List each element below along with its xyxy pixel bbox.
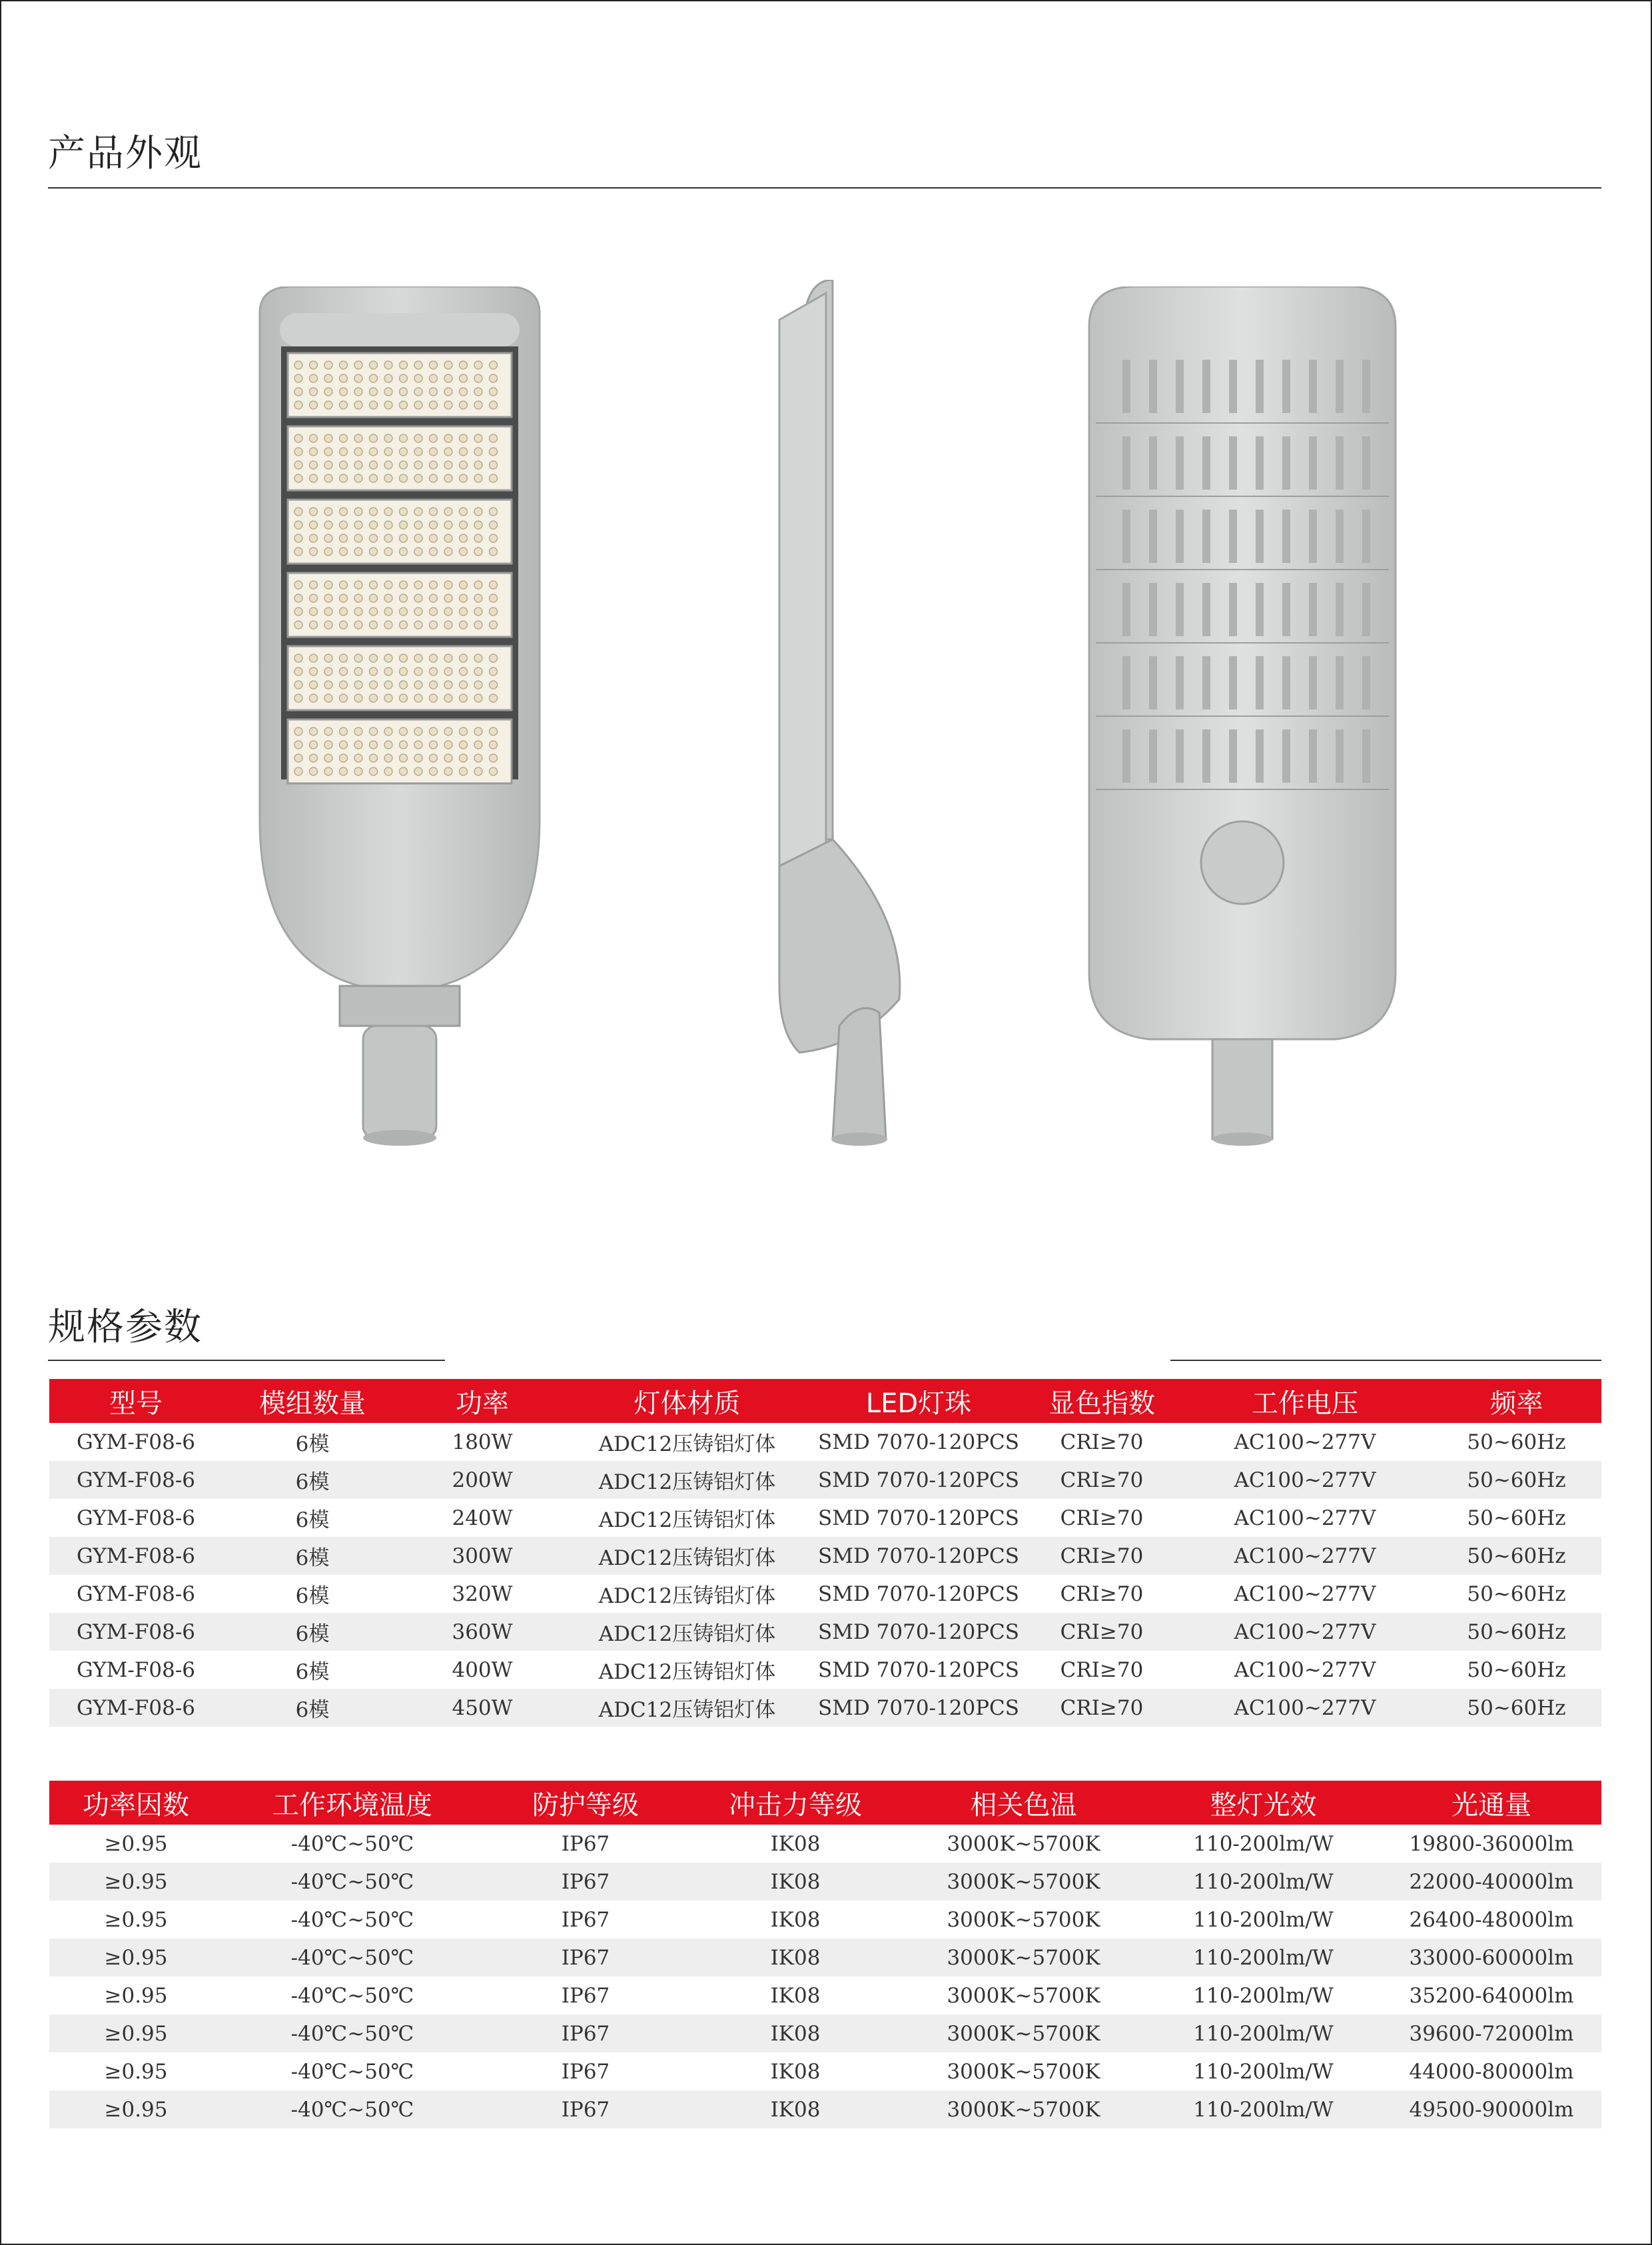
column-header: 灯体材质 xyxy=(562,1379,812,1423)
street-light-side-view xyxy=(759,280,933,1152)
table-cell: 50~60Hz xyxy=(1432,1575,1601,1613)
table-cell: SMD 7070-120PCS xyxy=(812,1461,1025,1499)
table-cell: 300W xyxy=(402,1537,562,1575)
table-row xyxy=(49,1977,1601,2015)
section-title-spec: 规格参数 xyxy=(48,1306,203,1349)
column-header: 工作环境温度 xyxy=(222,1781,482,1825)
table-cell: -40℃~50℃ xyxy=(222,1863,482,1901)
table-row xyxy=(49,2052,1601,2090)
table-header-row xyxy=(49,1379,1601,1423)
table-cell: GYM-F08-6 xyxy=(49,1613,222,1651)
table-cell: GYM-F08-6 xyxy=(49,1575,222,1613)
table-row xyxy=(49,1901,1601,1939)
table-cell: 6模 xyxy=(222,1423,402,1461)
table-cell: 3000K~5700K xyxy=(902,2052,1145,2090)
table-cell: -40℃~50℃ xyxy=(222,1939,482,1977)
table-row xyxy=(49,1651,1601,1689)
table-cell: GYM-F08-6 xyxy=(49,1651,222,1689)
table-row xyxy=(49,1863,1601,1901)
table-cell: ADC12压铸铝灯体 xyxy=(562,1613,812,1651)
table-cell: 50~60Hz xyxy=(1432,1651,1601,1689)
table-cell: 44000-80000lm xyxy=(1382,2052,1601,2090)
section-divider-spec-right xyxy=(1170,1360,1601,1361)
column-header: 显色指数 xyxy=(1025,1379,1178,1423)
column-header: 相关色温 xyxy=(902,1781,1145,1825)
table-cell: 39600-72000lm xyxy=(1382,2015,1601,2052)
section-title-appearance: 产品外观 xyxy=(48,132,203,175)
table-cell: 110-200lm/W xyxy=(1145,2090,1382,2128)
table-cell: 110-200lm/W xyxy=(1145,1939,1382,1977)
table-row xyxy=(49,1499,1601,1537)
table-cell: IP67 xyxy=(482,1901,689,1939)
table-row xyxy=(49,1461,1601,1499)
table-cell: CRI≥70 xyxy=(1025,1651,1178,1689)
table-cell: ADC12压铸铝灯体 xyxy=(562,1651,812,1689)
table-cell: ≥0.95 xyxy=(49,1977,222,2015)
table-cell: 6模 xyxy=(222,1461,402,1499)
table-cell: AC100~277V xyxy=(1178,1499,1432,1537)
spec-table-1 xyxy=(49,1379,1601,1727)
table-cell: AC100~277V xyxy=(1178,1461,1432,1499)
table-cell: ≥0.95 xyxy=(49,2052,222,2090)
column-header: 整灯光效 xyxy=(1145,1781,1382,1825)
table-cell: IP67 xyxy=(482,1977,689,2015)
table-cell: 400W xyxy=(402,1651,562,1689)
table-cell: IP67 xyxy=(482,1863,689,1901)
table-cell: CRI≥70 xyxy=(1025,1461,1178,1499)
column-header: 光通量 xyxy=(1382,1781,1601,1825)
table-cell: ≥0.95 xyxy=(49,1825,222,1863)
table-header-row xyxy=(49,1781,1601,1825)
table-cell: AC100~277V xyxy=(1178,1575,1432,1613)
table-cell: IP67 xyxy=(482,1939,689,1977)
table-cell: ADC12压铸铝灯体 xyxy=(562,1461,812,1499)
table-cell: 33000-60000lm xyxy=(1382,1939,1601,1977)
table-cell: ≥0.95 xyxy=(49,1901,222,1939)
column-header: 冲击力等级 xyxy=(689,1781,902,1825)
column-header: 型号 xyxy=(49,1379,222,1423)
table-row xyxy=(49,2090,1601,2128)
table-row xyxy=(49,1537,1601,1575)
spec-table-2 xyxy=(49,1781,1601,2128)
table-cell: 50~60Hz xyxy=(1432,1461,1601,1499)
table-cell: AC100~277V xyxy=(1178,1689,1432,1727)
column-header: 功率因数 xyxy=(49,1781,222,1825)
table-cell: 22000-40000lm xyxy=(1382,1863,1601,1901)
column-header: 功率 xyxy=(402,1379,562,1423)
table-cell: ≥0.95 xyxy=(49,1939,222,1977)
table-cell: 450W xyxy=(402,1689,562,1727)
table-cell: -40℃~50℃ xyxy=(222,1901,482,1939)
table-cell: CRI≥70 xyxy=(1025,1613,1178,1651)
table-cell: 320W xyxy=(402,1575,562,1613)
table-cell: 50~60Hz xyxy=(1432,1613,1601,1651)
table-cell: ≥0.95 xyxy=(49,2015,222,2052)
table-cell: GYM-F08-6 xyxy=(49,1689,222,1727)
table-row xyxy=(49,2015,1601,2052)
column-header: 防护等级 xyxy=(482,1781,689,1825)
table-row xyxy=(49,1825,1601,1863)
table-cell: GYM-F08-6 xyxy=(49,1423,222,1461)
table-cell: IK08 xyxy=(689,1901,902,1939)
table-cell: SMD 7070-120PCS xyxy=(812,1537,1025,1575)
table-cell: 3000K~5700K xyxy=(902,1939,1145,1977)
column-header: 频率 xyxy=(1432,1379,1601,1423)
table-cell: IK08 xyxy=(689,1825,902,1863)
table-cell: 3000K~5700K xyxy=(902,1863,1145,1901)
table-cell: ADC12压铸铝灯体 xyxy=(562,1575,812,1613)
street-light-front-view xyxy=(240,286,560,1152)
table-cell: 110-200lm/W xyxy=(1145,1977,1382,2015)
table-cell: ADC12压铸铝灯体 xyxy=(562,1689,812,1727)
table-cell: ADC12压铸铝灯体 xyxy=(562,1537,812,1575)
table-cell: GYM-F08-6 xyxy=(49,1499,222,1537)
table-cell: AC100~277V xyxy=(1178,1613,1432,1651)
table-cell: 6模 xyxy=(222,1499,402,1537)
table-cell: 50~60Hz xyxy=(1432,1689,1601,1727)
table-cell: ≥0.95 xyxy=(49,2090,222,2128)
table-cell: SMD 7070-120PCS xyxy=(812,1651,1025,1689)
table-cell: 110-200lm/W xyxy=(1145,1901,1382,1939)
table-cell: IK08 xyxy=(689,2052,902,2090)
table-cell: ADC12压铸铝灯体 xyxy=(562,1499,812,1537)
table-cell: CRI≥70 xyxy=(1025,1423,1178,1461)
table-cell: 110-200lm/W xyxy=(1145,2015,1382,2052)
table-cell: 6模 xyxy=(222,1613,402,1651)
table-cell: -40℃~50℃ xyxy=(222,2052,482,2090)
table-cell: -40℃~50℃ xyxy=(222,2015,482,2052)
table-cell: SMD 7070-120PCS xyxy=(812,1613,1025,1651)
table-cell: 6模 xyxy=(222,1537,402,1575)
table-cell: 3000K~5700K xyxy=(902,1977,1145,2015)
table-cell: CRI≥70 xyxy=(1025,1499,1178,1537)
table-cell: 50~60Hz xyxy=(1432,1537,1601,1575)
table-cell: IK08 xyxy=(689,2015,902,2052)
table-cell: IP67 xyxy=(482,2090,689,2128)
table-cell: 26400-48000lm xyxy=(1382,1901,1601,1939)
table-cell: AC100~277V xyxy=(1178,1423,1432,1461)
table-row xyxy=(49,1939,1601,1977)
table-cell: 180W xyxy=(402,1423,562,1461)
table-cell: -40℃~50℃ xyxy=(222,1977,482,2015)
section-divider-spec-left xyxy=(48,1360,445,1361)
table-cell: 3000K~5700K xyxy=(902,1901,1145,1939)
table-cell: IP67 xyxy=(482,1825,689,1863)
table-cell: 110-200lm/W xyxy=(1145,1825,1382,1863)
table-row xyxy=(49,1689,1601,1727)
table-row xyxy=(49,1423,1601,1461)
table-cell: GYM-F08-6 xyxy=(49,1537,222,1575)
table-cell: ADC12压铸铝灯体 xyxy=(562,1423,812,1461)
table-cell: IK08 xyxy=(689,1977,902,2015)
column-header: 模组数量 xyxy=(222,1379,402,1423)
table-cell: 110-200lm/W xyxy=(1145,2052,1382,2090)
table-cell: 6模 xyxy=(222,1651,402,1689)
table-cell: SMD 7070-120PCS xyxy=(812,1575,1025,1613)
table-cell: SMD 7070-120PCS xyxy=(812,1423,1025,1461)
table-cell: ≥0.95 xyxy=(49,1863,222,1901)
table-cell: IP67 xyxy=(482,2052,689,2090)
table-cell: 6模 xyxy=(222,1575,402,1613)
table-cell: CRI≥70 xyxy=(1025,1575,1178,1613)
table-cell: 3000K~5700K xyxy=(902,2015,1145,2052)
table-cell: 200W xyxy=(402,1461,562,1499)
table-cell: SMD 7070-120PCS xyxy=(812,1499,1025,1537)
table-cell: -40℃~50℃ xyxy=(222,2090,482,2128)
table-cell: 3000K~5700K xyxy=(902,2090,1145,2128)
table-cell: IK08 xyxy=(689,1863,902,1901)
table-cell: IK08 xyxy=(689,2090,902,2128)
table-cell: 6模 xyxy=(222,1689,402,1727)
table-cell: IP67 xyxy=(482,2015,689,2052)
table-cell: CRI≥70 xyxy=(1025,1689,1178,1727)
section-divider-appearance xyxy=(48,187,1601,189)
table-cell: -40℃~50℃ xyxy=(222,1825,482,1863)
table-cell: 35200-64000lm xyxy=(1382,1977,1601,2015)
column-header: LED灯珠 xyxy=(812,1379,1025,1423)
table-cell: SMD 7070-120PCS xyxy=(812,1689,1025,1727)
table-cell: 3000K~5700K xyxy=(902,1825,1145,1863)
column-header: 工作电压 xyxy=(1178,1379,1432,1423)
table-row xyxy=(49,1613,1601,1651)
table-cell: 50~60Hz xyxy=(1432,1499,1601,1537)
table-row xyxy=(49,1575,1601,1613)
table-cell: 19800-36000lm xyxy=(1382,1825,1601,1863)
table-cell: 110-200lm/W xyxy=(1145,1863,1382,1901)
table-cell: 360W xyxy=(402,1613,562,1651)
table-cell: AC100~277V xyxy=(1178,1651,1432,1689)
table-cell: IK08 xyxy=(689,1939,902,1977)
table-cell: 49500-90000lm xyxy=(1382,2090,1601,2128)
table-cell: GYM-F08-6 xyxy=(49,1461,222,1499)
street-light-back-view xyxy=(1082,286,1402,1152)
table-cell: 240W xyxy=(402,1499,562,1537)
table-cell: AC100~277V xyxy=(1178,1537,1432,1575)
table-cell: CRI≥70 xyxy=(1025,1537,1178,1575)
table-cell: 50~60Hz xyxy=(1432,1423,1601,1461)
